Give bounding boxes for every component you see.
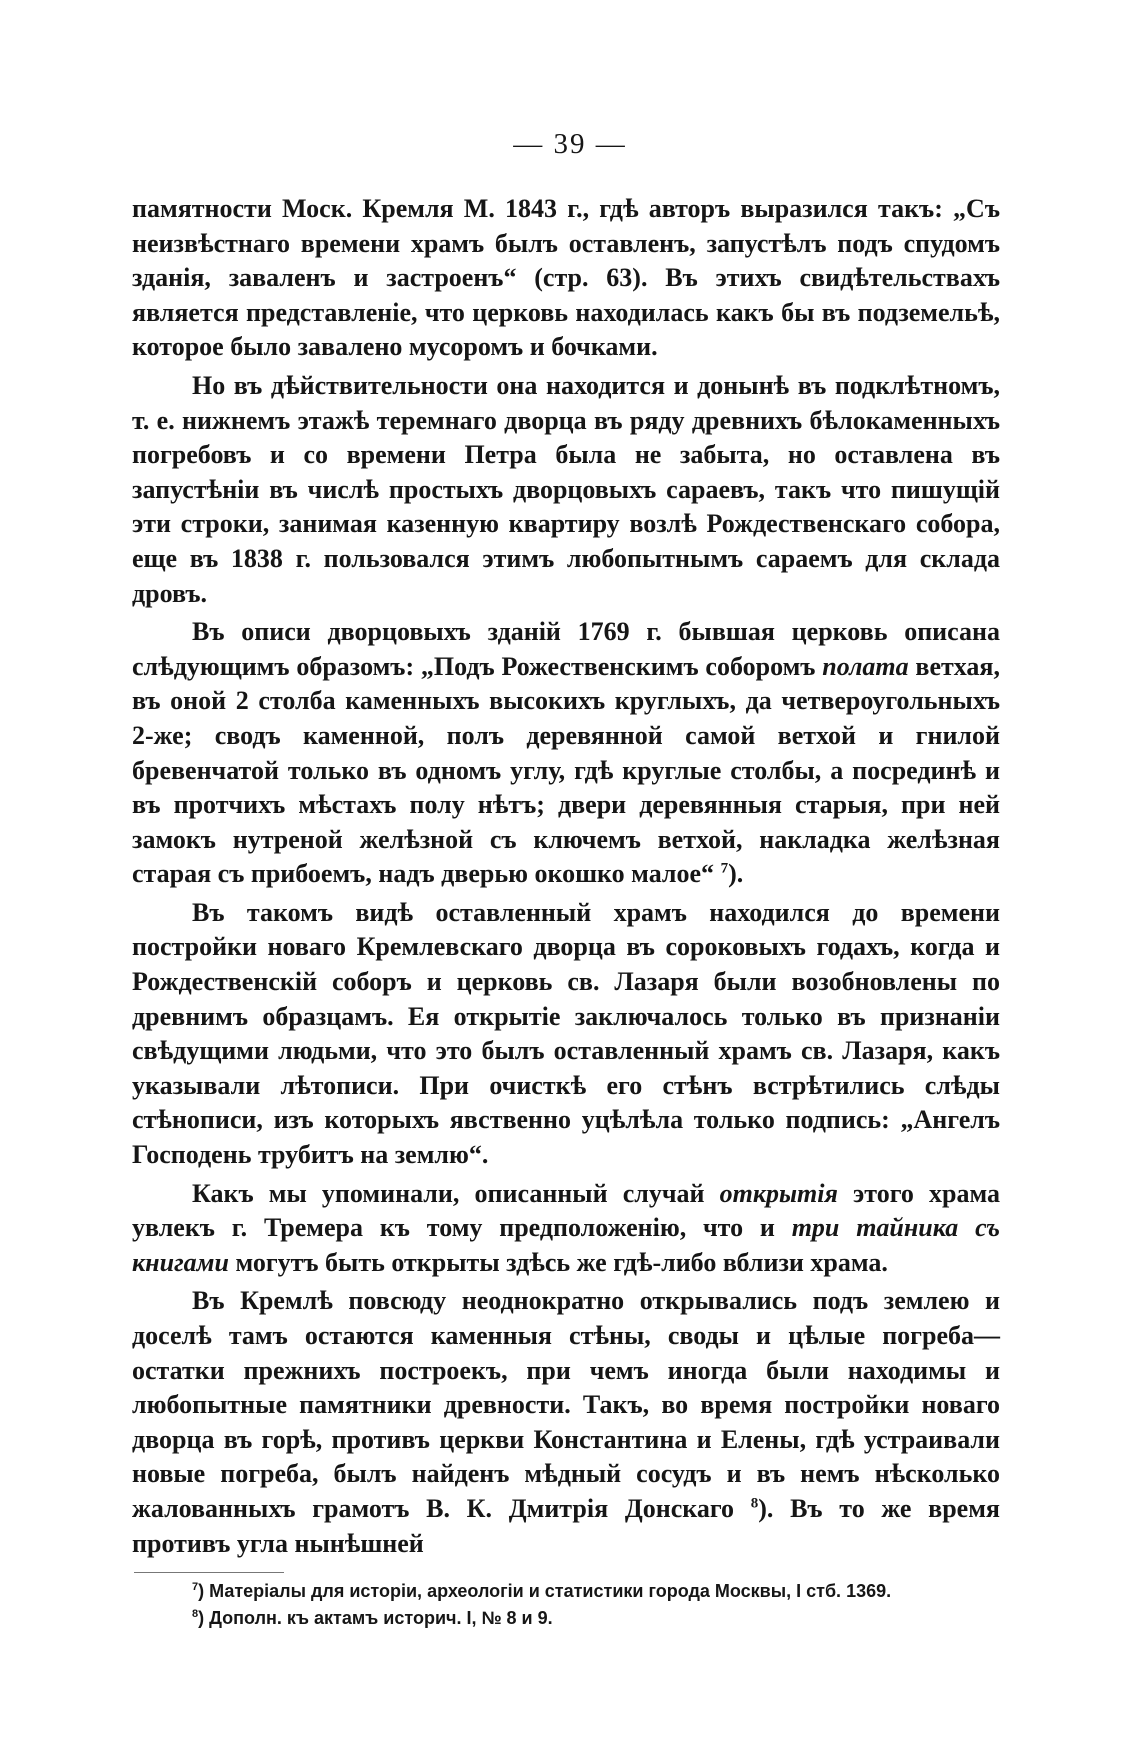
italic-text: три тайника съ книгами: [132, 1213, 1001, 1277]
text-segment: памятности Моск. Кремля М. 1843 г., гдѣ авторъ выразился такъ: „Съ неизвѣстнаго времени храмъ былъ оставленъ, запустѣлъ подъ спудомъ зданія, заваленъ и застроенъ“ (стр. 63). Въ этихъ свидѣтельствахъ является представленіе, что церковь находилась какъ бы въ подземельѣ, которое было завалено мусоромъ и бочками.: [132, 194, 1000, 362]
text-segment: Но въ дѣйствительности она находится и донынѣ въ подклѣтномъ, т. е. нижнемъ этажѣ теремнаго дворца въ ряду древнихъ бѣлокаменныхъ погребовъ и со времени Петра была не забыта, но оставлена въ запустѣніи въ числѣ простыхъ дворцовыхъ сараевъ, такъ что пишущій эти строки, занимая казенную квартиру возлѣ Рождественскаго собора, еще въ 1838 г. пользовался этимъ любопытнымъ сараемъ для склада дровъ.: [132, 370, 1000, 608]
body-text: [132, 192, 1000, 1565]
paragraph: [132, 1284, 1000, 1561]
paragraph: [132, 369, 1000, 611]
text-segment: могутъ быть открыты здѣсь же гдѣ-либо вблизи храма.: [228, 1247, 888, 1277]
italic-text: полата: [822, 651, 909, 681]
footnotes: [192, 1578, 1000, 1632]
text-segment: Въ Кремлѣ повсюду неоднократно открывались подъ землею и доселѣ тамъ остаются каменныя стѣны, своды и цѣлые погреба—остатки прежнихъ построекъ, при чемъ иногда были находимы и любопытные памятники древности. Такъ, во время постройки новаго дворца въ горѣ, противъ церкви Константина и Елены, гдѣ устраивали новые погреба, былъ найденъ мѣдный сосудъ и въ немъ нѣсколько жалованныхъ грамотъ В. К. Дмитрія Донскаго: [132, 1286, 1000, 1523]
text-segment: Какъ мы упоминали, описанный случай: [192, 1178, 720, 1208]
text-segment: ветхая, въ оной 2 столба каменныхъ высокихъ круглыхъ, да четвероугольныхъ 2-же; сводъ каменной, полъ деревянной самой ветхой и гнилой бревенчатой только въ одномъ углу, гдѣ круглые столбы, а посрединѣ и въ протчихъ мѣстахъ полу нѣтъ; двери деревянныя старыя, при ней замокъ нутреной желѣзной съ ключемъ ветхой, накладка желѣзная старая съ прибоемъ, надъ дверью окошко малое“: [132, 651, 1000, 889]
text-segment: ).: [728, 859, 744, 889]
footnote-reference: 7: [720, 860, 729, 877]
footnote-reference: 8: [750, 1495, 759, 1512]
text-segment: Въ такомъ видѣ оставленный храмъ находился до времени постройки новаго Кремлевскаго дворца въ сороковыхъ годахъ, когда и Рождественскій соборъ и церковь св. Лазаря были возобновлены по древнимъ образцамъ. Ея открытіе заключалось только въ признаніи свѣдущими людьми, что это былъ оставленный храмъ св. Лазаря, какъ указывали лѣтописи. При очисткѣ его стѣнъ встрѣтились слѣды стѣнописи, изъ которыхъ явственно уцѣлѣла только подпись: „Ангелъ Господень трубитъ на землю“.: [132, 897, 1000, 1170]
page-number: — 39 —: [513, 128, 627, 160]
italic-text: открытія: [719, 1178, 838, 1208]
text-segment: ). Въ то же время противъ угла нынѣшней: [132, 1493, 1000, 1558]
footnote-divider: [134, 1572, 284, 1573]
text-segment: этого храма увлекъ г. Тремера къ тому предположенію, что и: [132, 1178, 1000, 1243]
footnote: [192, 1578, 1000, 1605]
paragraph: [132, 896, 1000, 1173]
footnote: [192, 1605, 1000, 1632]
text-segment: Въ описи дворцовыхъ зданій 1769 г. бывшая церковь описана слѣдующимъ образомъ: „Подъ Рожественскимъ соборомъ: [132, 617, 1000, 681]
paragraph: [132, 615, 1000, 892]
footnote-text: ) Дополн. къ актамъ историч. I, № 8 и 9.: [198, 1608, 553, 1628]
paragraph: [132, 1177, 1000, 1281]
footnote-mark: 7: [192, 1581, 199, 1593]
footnote-text: ) Матеріалы для исторіи, археологіи и статистики города Москвы, I стб. 1369.: [198, 1581, 892, 1601]
paragraph: [132, 192, 1000, 365]
footnote-mark: 8: [192, 1608, 199, 1620]
